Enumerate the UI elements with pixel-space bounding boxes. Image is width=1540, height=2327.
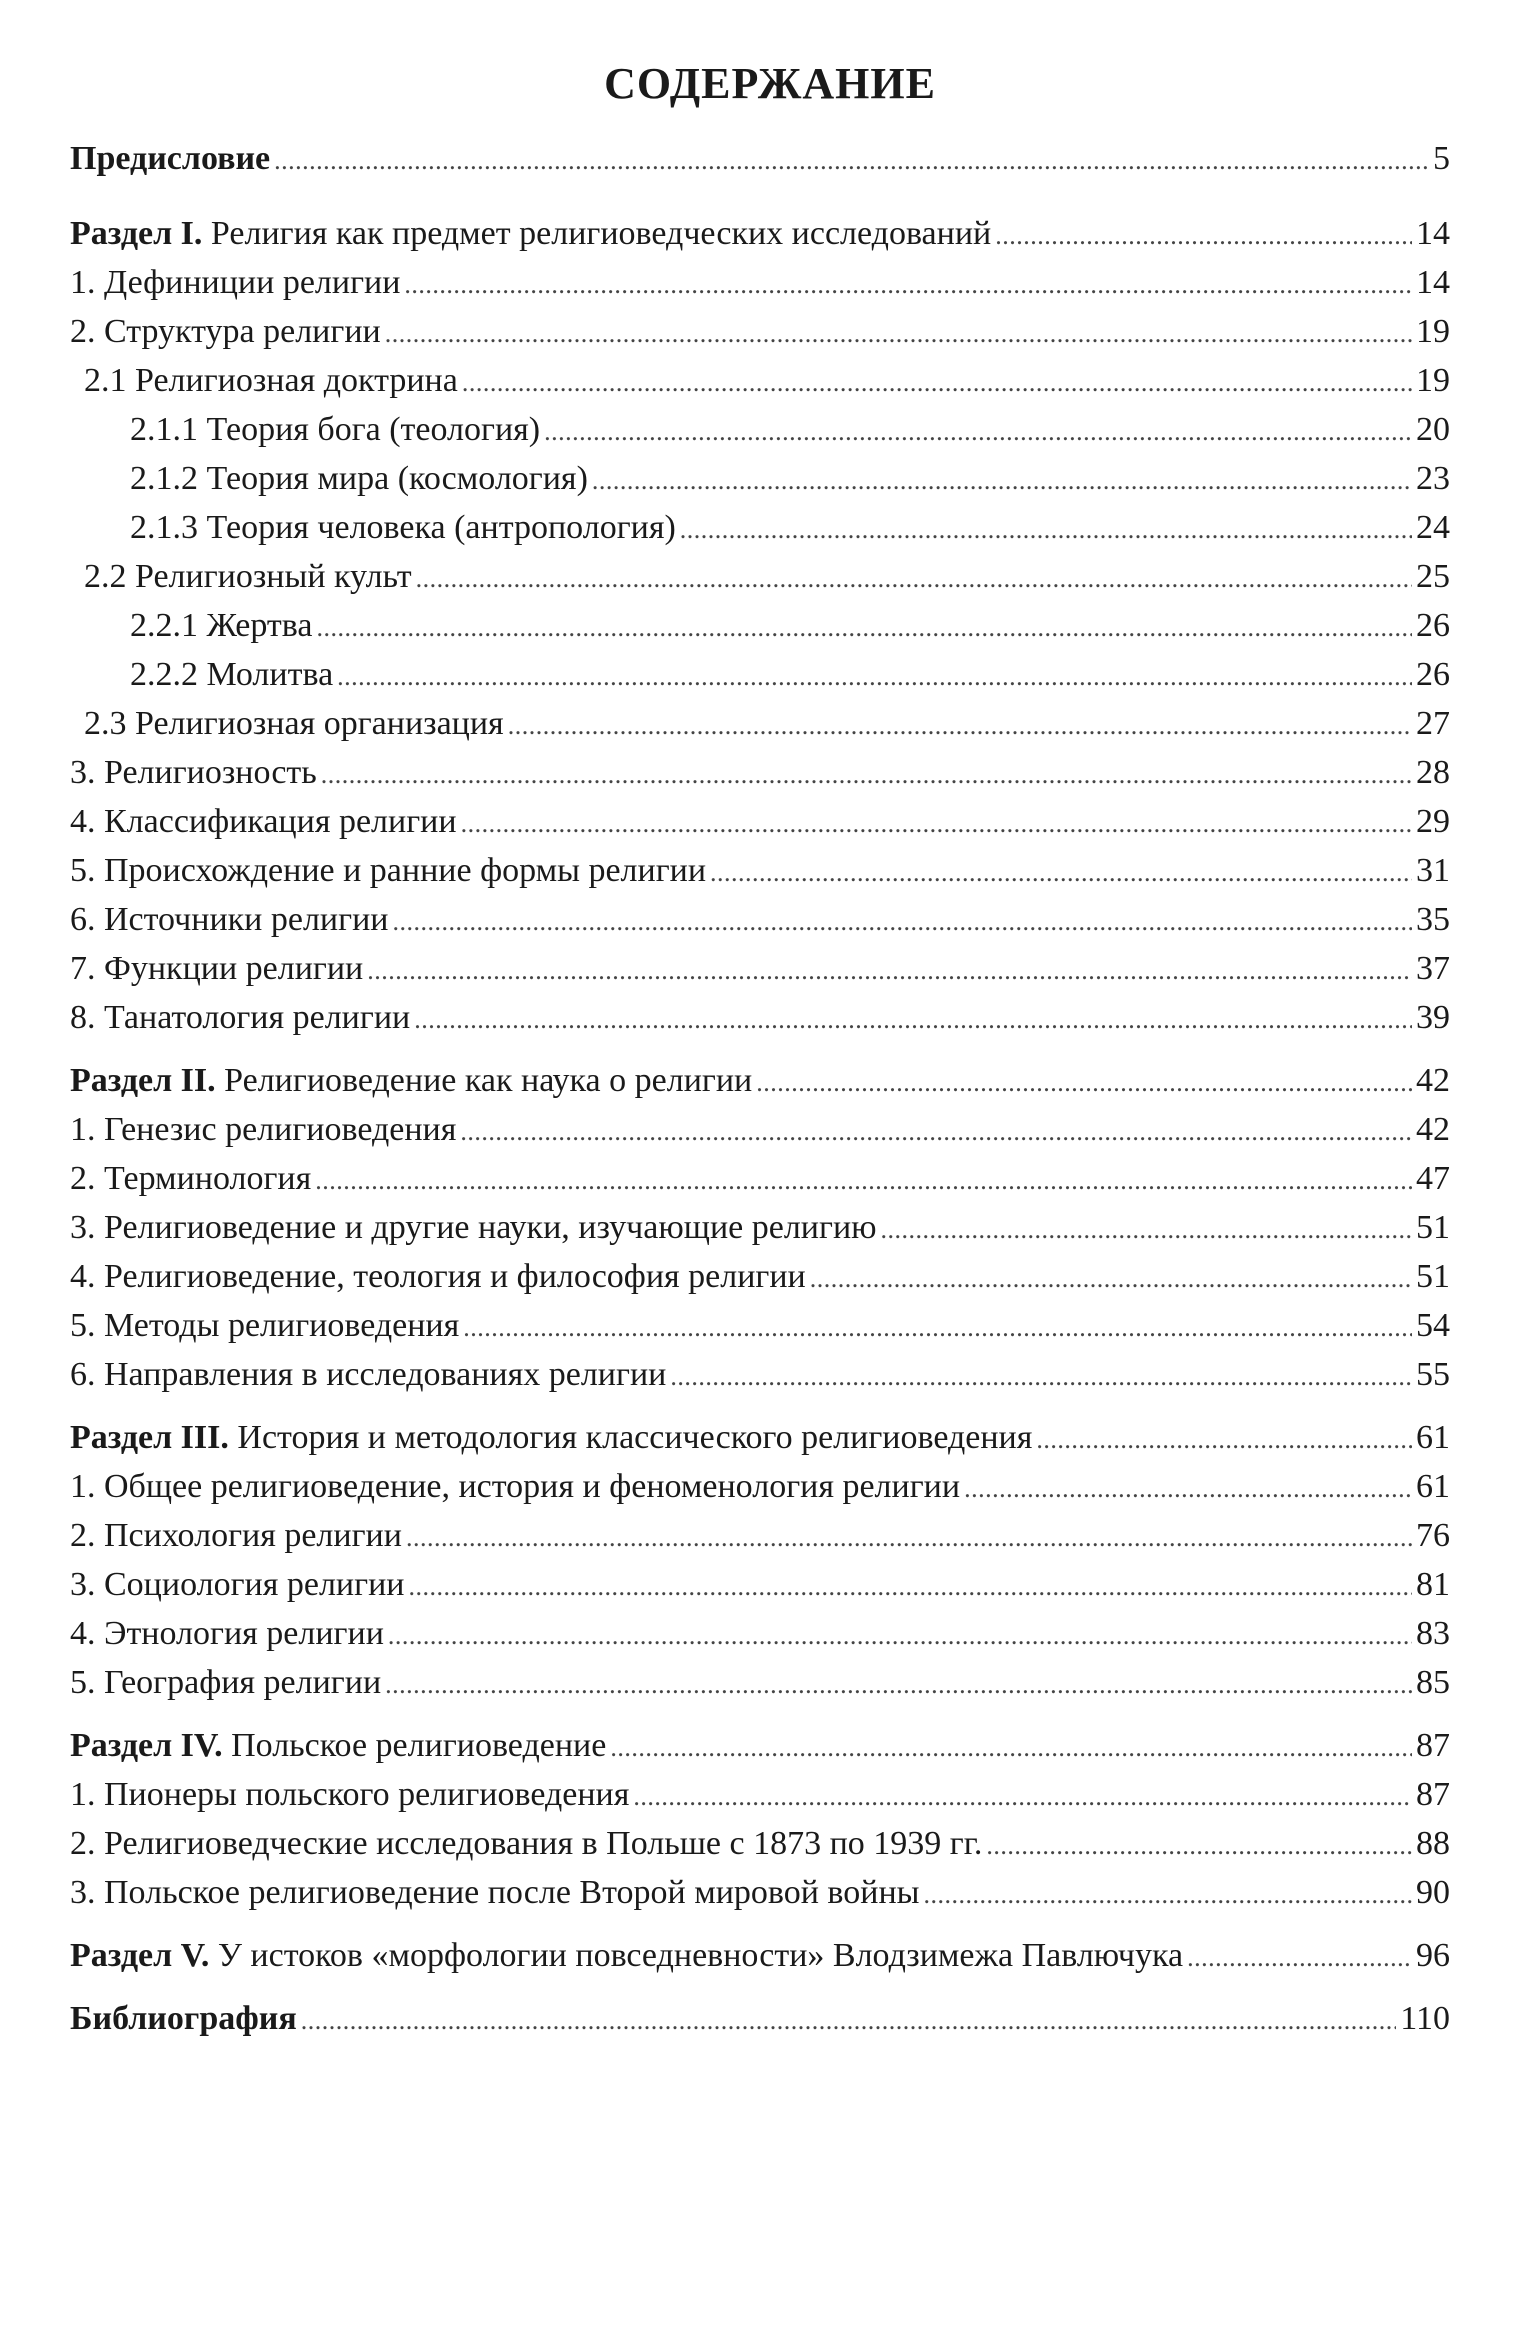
table-of-contents xyxy=(70,140,1450,2049)
leader-dots xyxy=(404,270,1412,300)
toc-label: 3. Польское религиоведение после Второй мировой войны xyxy=(70,1874,920,1911)
leader-dots xyxy=(463,1313,1412,1343)
leader-dots xyxy=(633,1782,1412,1812)
section-prefix: Раздел V. xyxy=(70,1937,210,1974)
toc-page-number: 26 xyxy=(1416,607,1450,644)
toc-label: 3. Религиозность xyxy=(70,754,317,791)
leader-dots xyxy=(1187,1943,1412,1973)
spacer xyxy=(70,1713,1450,1727)
toc-entry-preface xyxy=(70,140,1450,189)
leader-dots xyxy=(881,1215,1412,1245)
toc-page-number: 83 xyxy=(1416,1615,1450,1652)
toc-page-number: 47 xyxy=(1416,1160,1450,1197)
section-title: Польское религиоведение xyxy=(222,1727,607,1764)
toc-page-number: 51 xyxy=(1416,1258,1450,1295)
toc-page-number: 14 xyxy=(1416,264,1450,301)
toc-page-number: 90 xyxy=(1416,1874,1450,1911)
leader-dots xyxy=(810,1264,1412,1294)
leader-dots xyxy=(321,760,1412,790)
toc-label: 2. Психология религии xyxy=(70,1517,402,1554)
section-title: У истоков «морфологии повседневности» Влодзимежа Павлючука xyxy=(209,1937,1184,1974)
leader-dots xyxy=(670,1362,1412,1392)
toc-entry xyxy=(70,705,1450,754)
toc-label: 1. Общее религиоведение, история и феноменология религии xyxy=(70,1468,961,1505)
toc-entry xyxy=(70,558,1450,607)
toc-page-number: 25 xyxy=(1416,558,1450,595)
toc-page-number: 42 xyxy=(1416,1062,1450,1099)
leader-dots xyxy=(408,1572,1412,1602)
toc-entry xyxy=(70,1664,1450,1713)
toc-page-number: 5 xyxy=(1433,140,1450,177)
toc-page-number: 61 xyxy=(1416,1419,1450,1456)
leader-dots xyxy=(460,1117,1412,1147)
toc-page-number: 14 xyxy=(1416,215,1450,252)
toc-page-number: 76 xyxy=(1416,1517,1450,1554)
leader-dots xyxy=(416,564,1412,594)
toc-page-number: 28 xyxy=(1416,754,1450,791)
toc-entry xyxy=(70,1356,1450,1405)
toc-entry xyxy=(70,1468,1450,1517)
toc-label: 1. Дефиниции религии xyxy=(70,264,401,301)
leader-dots xyxy=(508,711,1412,741)
toc-label: 3. Социология религии xyxy=(70,1566,405,1603)
toc-label: 1. Пионеры польского религиоведения xyxy=(70,1776,630,1813)
toc-page-number: 39 xyxy=(1416,999,1450,1036)
toc-page-number: 24 xyxy=(1416,509,1450,546)
toc-label: 3. Религиоведение и другие науки, изучающие религию xyxy=(70,1209,877,1246)
toc-page-number: 87 xyxy=(1416,1776,1450,1813)
toc-label: 5. Происхождение и ранние формы религии xyxy=(70,852,707,889)
toc-entry xyxy=(70,607,1450,656)
toc-label: 5. Методы религиоведения xyxy=(70,1307,460,1344)
toc-entry xyxy=(70,754,1450,803)
leader-dots xyxy=(392,907,1412,937)
leader-dots xyxy=(316,613,1412,643)
spacer xyxy=(70,1048,1450,1062)
toc-page-number: 19 xyxy=(1416,362,1450,399)
toc-label: 4. Классификация религии xyxy=(70,803,457,840)
toc-entry xyxy=(70,362,1450,411)
toc-entry xyxy=(70,852,1450,901)
leader-dots xyxy=(544,417,1412,447)
section-prefix: Раздел II. xyxy=(70,1062,216,1099)
toc-label: 2.2.2 Молитва xyxy=(130,656,334,693)
toc-label: 4. Этнология религии xyxy=(70,1615,384,1652)
toc-label: 2.1.1 Теория бога (теология) xyxy=(130,411,541,448)
leader-dots xyxy=(301,2006,1397,2036)
toc-label: 6. Источники религии xyxy=(70,901,389,938)
toc-page-number: 35 xyxy=(1416,901,1450,938)
toc-page-number: 54 xyxy=(1416,1307,1450,1344)
toc-entry-bibliography xyxy=(70,2000,1450,2049)
leader-dots xyxy=(680,515,1412,545)
toc-entry xyxy=(70,1209,1450,1258)
toc-page-number: 85 xyxy=(1416,1664,1450,1701)
leader-dots xyxy=(986,1831,1412,1861)
toc-page-number: 96 xyxy=(1416,1937,1450,1974)
toc-entry xyxy=(70,1160,1450,1209)
toc-page-number: 23 xyxy=(1416,460,1450,497)
toc-page-number: 20 xyxy=(1416,411,1450,448)
spacer xyxy=(70,189,1450,215)
toc-entry xyxy=(70,803,1450,852)
toc-label: 2. Структура религии xyxy=(70,313,381,350)
toc-label: 4. Религиоведение, теология и философия религии xyxy=(70,1258,806,1295)
section-prefix: Раздел IV. xyxy=(70,1727,223,1764)
toc-section-heading xyxy=(70,1062,1450,1111)
toc-page-number: 88 xyxy=(1416,1825,1450,1862)
section-prefix: Раздел I. xyxy=(70,215,203,252)
toc-label: 2. Терминология xyxy=(70,1160,312,1197)
spacer xyxy=(70,1986,1450,2000)
section-title: История и методология классического религиоведения xyxy=(228,1419,1033,1456)
leader-dots xyxy=(592,466,1412,496)
toc-page-number: 51 xyxy=(1416,1209,1450,1246)
leader-dots xyxy=(995,221,1412,251)
toc-entry xyxy=(70,1874,1450,1923)
leader-dots xyxy=(274,146,1429,176)
toc-entry xyxy=(70,264,1450,313)
toc-entry xyxy=(70,509,1450,558)
leader-dots xyxy=(388,1621,1412,1651)
spacer xyxy=(70,1405,1450,1419)
leader-dots xyxy=(315,1166,1412,1196)
leader-dots xyxy=(367,956,1412,986)
spacer xyxy=(70,1923,1450,1937)
toc-label xyxy=(70,1727,606,1765)
toc-page-number: 26 xyxy=(1416,656,1450,693)
leader-dots xyxy=(924,1880,1413,1910)
toc-page-number: 55 xyxy=(1416,1356,1450,1393)
leader-dots xyxy=(406,1523,1412,1553)
toc-label: 7. Функции религии xyxy=(70,950,364,987)
toc-page-number: 19 xyxy=(1416,313,1450,350)
toc-label: 5. География религии xyxy=(70,1664,382,1701)
toc-label: 2.1.2 Теория мира (космология) xyxy=(130,460,588,497)
toc-section-heading xyxy=(70,215,1450,264)
toc-entry xyxy=(70,656,1450,705)
section-title: Религиоведение как наука о религии xyxy=(215,1062,753,1099)
toc-page-number: 61 xyxy=(1416,1468,1450,1505)
toc-page-number: 110 xyxy=(1400,2000,1450,2037)
toc-page-number: 31 xyxy=(1416,852,1450,889)
toc-label xyxy=(70,215,991,253)
leader-dots xyxy=(385,319,1412,349)
toc-label: 2.1 Религиозная доктрина xyxy=(84,362,458,399)
toc-label: 8. Танатология религии xyxy=(70,999,411,1036)
toc-entry xyxy=(70,1776,1450,1825)
toc-page-number: 81 xyxy=(1416,1566,1450,1603)
leader-dots xyxy=(964,1474,1412,1504)
toc-section-heading xyxy=(70,1419,1450,1468)
toc-page-number: 87 xyxy=(1416,1727,1450,1764)
toc-page-number: 42 xyxy=(1416,1111,1450,1148)
toc-entry xyxy=(70,1517,1450,1566)
toc-entry xyxy=(70,901,1450,950)
toc-entry xyxy=(70,999,1450,1048)
toc-label xyxy=(70,1937,1183,1975)
toc-label: Предисловие xyxy=(70,140,271,177)
toc-section-heading xyxy=(70,1937,1450,1986)
section-title: Религия как предмет религиоведческих исследований xyxy=(202,215,992,252)
leader-dots xyxy=(1036,1425,1412,1455)
toc-entry xyxy=(70,1615,1450,1664)
toc-section-heading xyxy=(70,1727,1450,1776)
toc-label: 2.3 Религиозная организация xyxy=(84,705,504,742)
toc-entry xyxy=(70,460,1450,509)
toc-label: 2. Религиоведческие исследования в Польше с 1873 по 1939 гг. xyxy=(70,1825,983,1862)
section-prefix: Раздел III. xyxy=(70,1419,229,1456)
toc-label xyxy=(70,1419,1032,1457)
toc-label: 2.1.3 Теория человека (антропология) xyxy=(130,509,676,546)
toc-page-number: 37 xyxy=(1416,950,1450,987)
leader-dots xyxy=(756,1068,1412,1098)
toc-page-number: 27 xyxy=(1416,705,1450,742)
toc-page-number: 29 xyxy=(1416,803,1450,840)
leader-dots xyxy=(461,809,1412,839)
leader-dots xyxy=(462,368,1412,398)
leader-dots xyxy=(710,858,1412,888)
toc-entry xyxy=(70,1307,1450,1356)
leader-dots xyxy=(414,1005,1412,1035)
page-title: СОДЕРЖАНИЕ xyxy=(604,59,936,108)
toc-label: Библиография xyxy=(70,2000,297,2037)
toc-entry xyxy=(70,313,1450,362)
toc-entry xyxy=(70,1825,1450,1874)
leader-dots xyxy=(610,1733,1412,1763)
toc-label: 2.2 Религиозный культ xyxy=(84,558,412,595)
toc-entry xyxy=(70,1258,1450,1307)
toc-entry xyxy=(70,411,1450,460)
toc-entry xyxy=(70,1111,1450,1160)
toc-label: 2.2.1 Жертва xyxy=(130,607,313,644)
toc-entry xyxy=(70,1566,1450,1615)
toc-entry xyxy=(70,950,1450,999)
leader-dots xyxy=(385,1670,1412,1700)
toc-label: 1. Генезис религиоведения xyxy=(70,1111,457,1148)
leader-dots xyxy=(337,662,1412,692)
toc-label xyxy=(70,1062,752,1100)
toc-label: 6. Направления в исследованиях религии xyxy=(70,1356,667,1393)
